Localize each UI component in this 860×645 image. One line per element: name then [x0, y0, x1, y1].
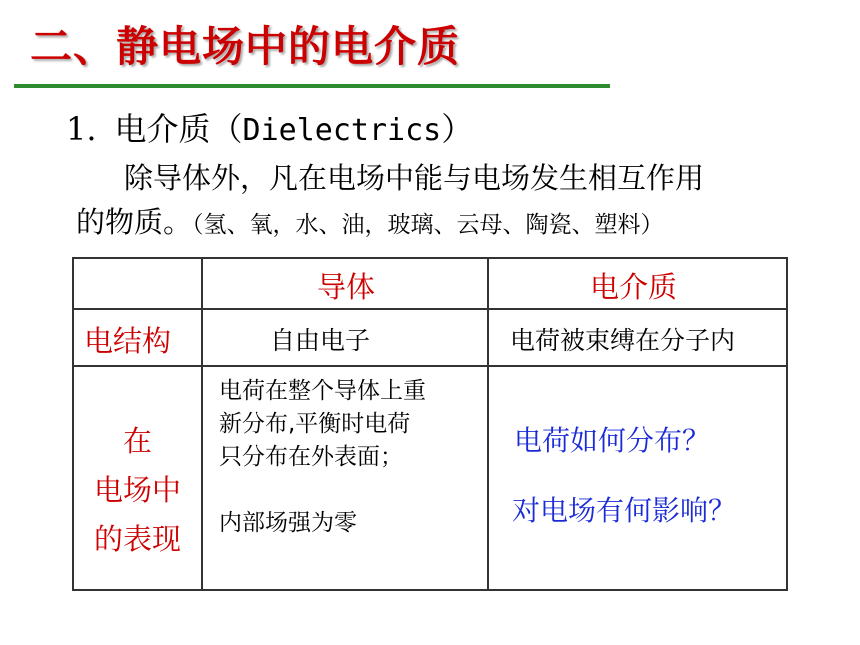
conductor-structure: 自由电子	[270, 326, 371, 355]
definition-line-2	[76, 200, 664, 241]
header-dielectric: 电介质	[590, 270, 678, 304]
conductor-behavior-line-2: 新分布,平衡时电荷	[219, 411, 411, 437]
heading-close-paren: ）	[441, 110, 474, 148]
dielectric-structure: 电荷被束缚在分子内	[510, 326, 736, 355]
heading-number: 1.	[66, 110, 97, 148]
definition-line-2-text: 的物质。	[76, 205, 193, 239]
title-divider	[14, 84, 610, 88]
section-heading	[66, 104, 473, 150]
table-divider-h1	[74, 308, 786, 310]
conductor-behavior-line-3: 只分布在外表面；	[219, 444, 403, 470]
header-conductor: 导体	[317, 270, 376, 304]
definition-line-1: 除导体外，凡在电场中能与电场发生相互作用	[124, 161, 705, 195]
conductor-behavior	[219, 375, 426, 474]
table-divider-h2	[74, 365, 786, 367]
slide-title: 二、静电场中的电介质	[30, 22, 461, 71]
heading-english: Dielectrics	[242, 113, 442, 148]
row-label-behavior	[74, 417, 201, 564]
dielectric-question-distribution: 电荷如何分布？	[514, 424, 711, 457]
heading-chinese: 电介质（	[114, 110, 243, 148]
conductor-behavior-line-1: 电荷在整个导体上重	[219, 378, 426, 404]
row-label-behavior-line-2: 电场中	[93, 473, 181, 507]
examples-text: （氢、氧，水、油，玻璃、云母、陶瓷、塑料）	[192, 212, 664, 238]
row-label-behavior-line-3: 的表现	[93, 522, 181, 556]
row-label-structure: 电结构	[84, 324, 172, 358]
comparison-table	[72, 257, 788, 591]
conductor-inner-field: 内部场强为零	[219, 510, 357, 536]
row-label-behavior-line-1: 在	[122, 424, 152, 458]
dielectric-question-effect: 对电场有何影响？	[512, 494, 737, 527]
